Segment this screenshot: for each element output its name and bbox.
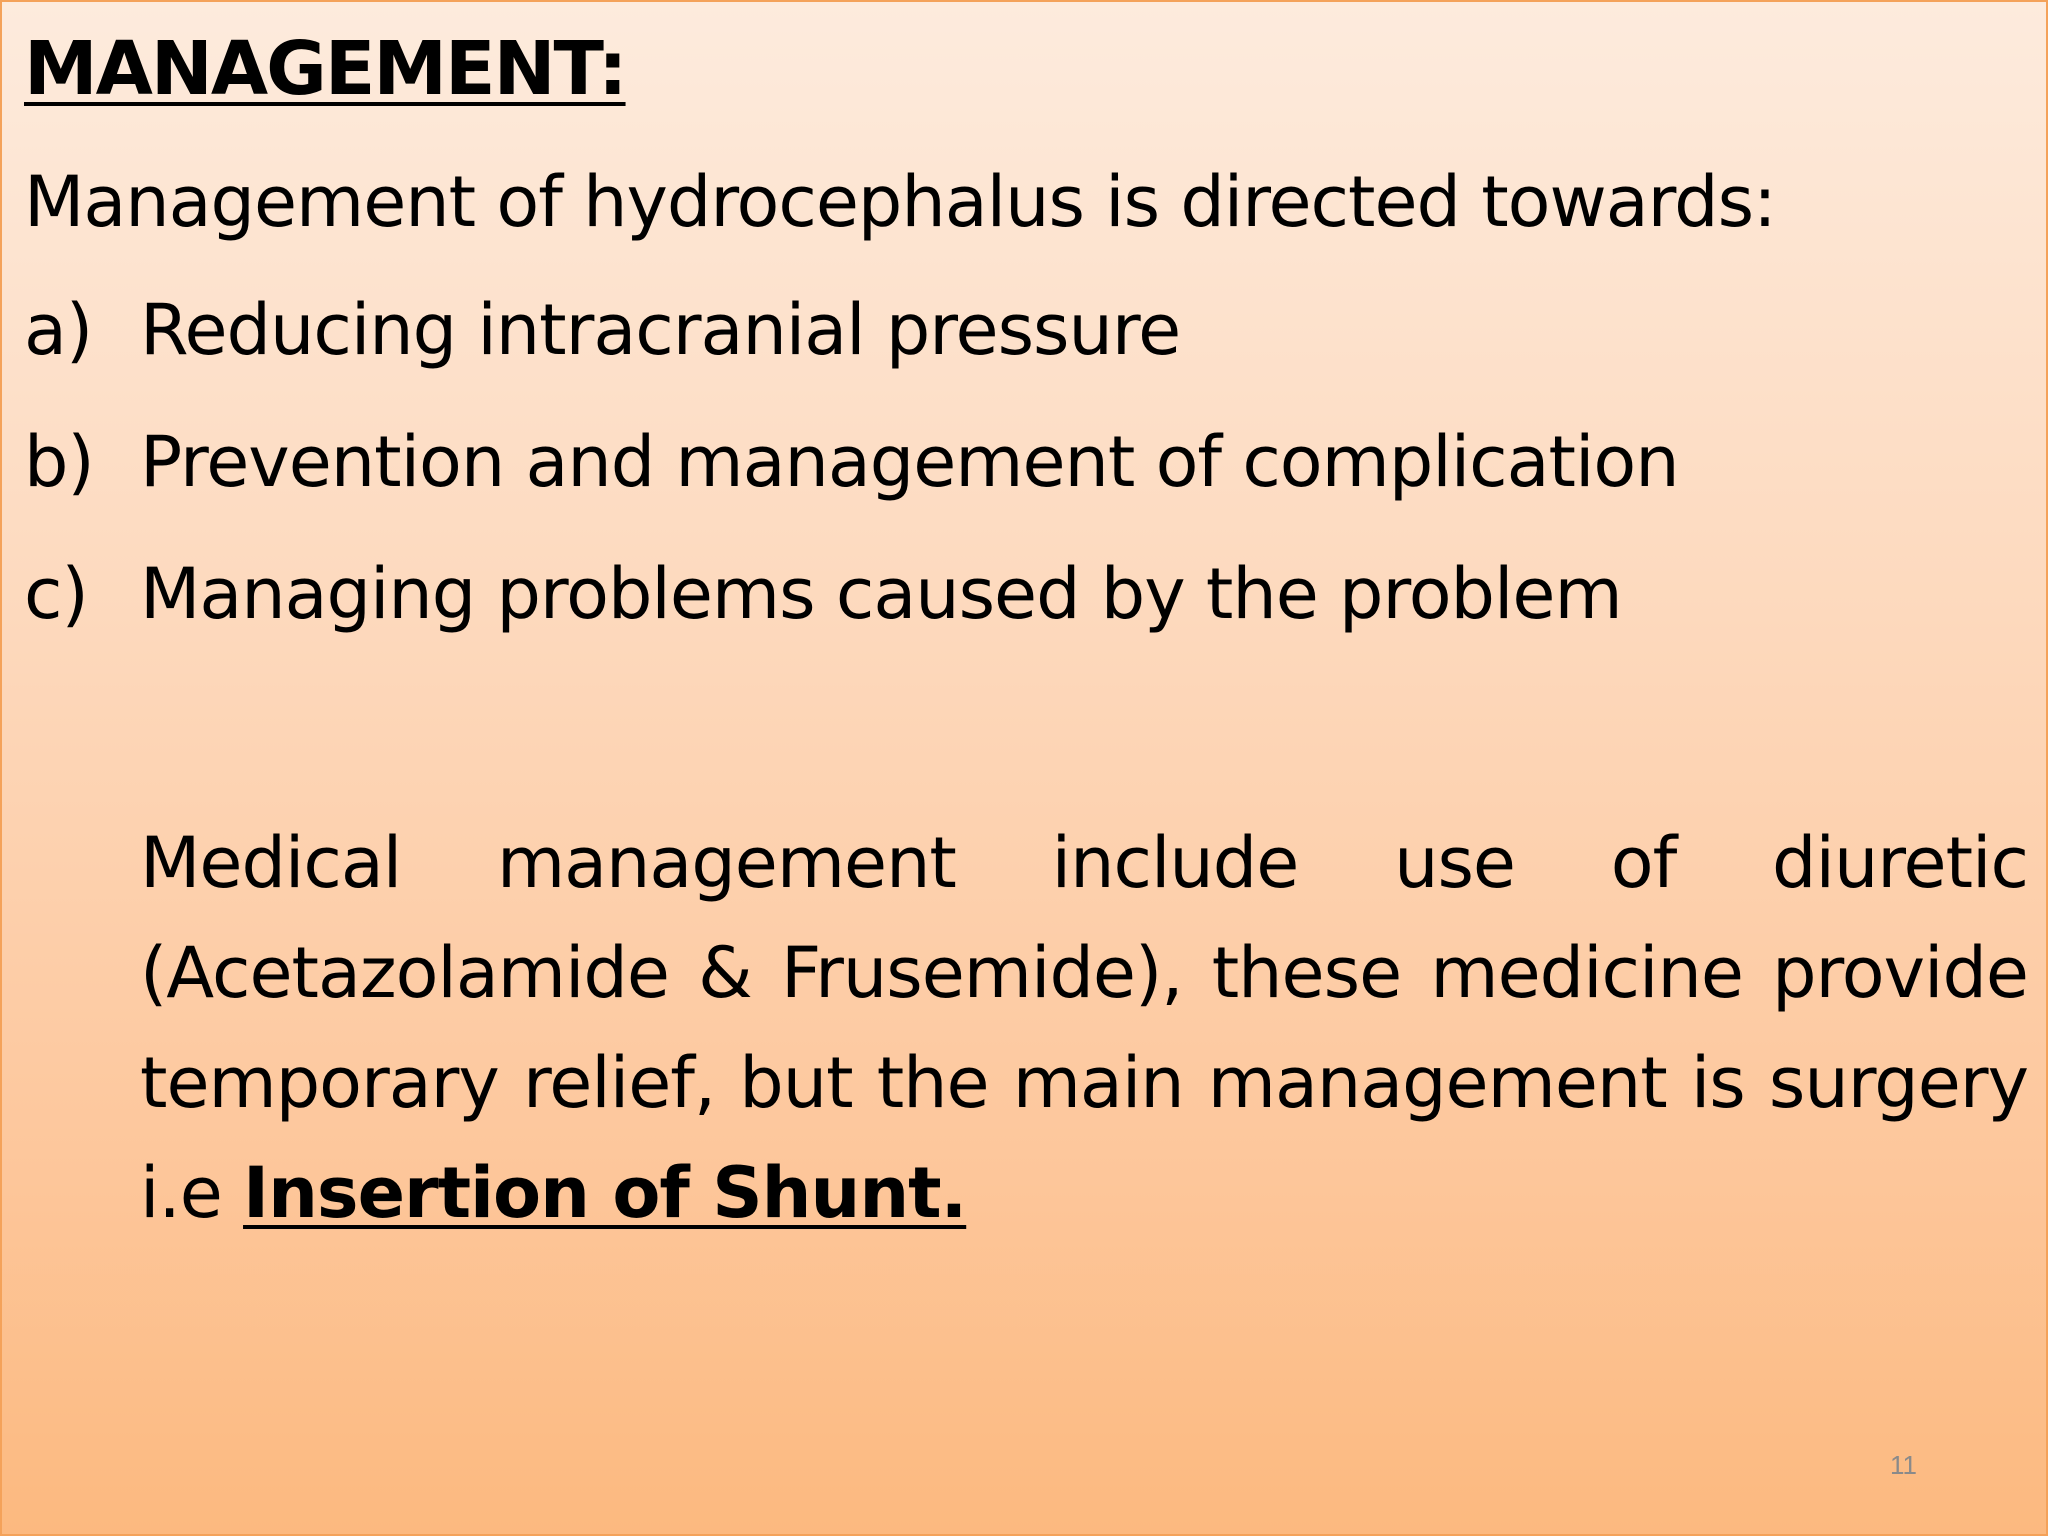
list-marker: a) — [24, 289, 93, 371]
shunt-emphasis: Insertion of Shunt. — [243, 1152, 967, 1234]
medical-management-paragraph — [140, 808, 2028, 1248]
page-number: 11 — [1890, 1450, 1917, 1480]
list-item-text: Managing problems caused by the problem — [140, 553, 1622, 635]
list-item-text: Reducing intracranial pressure — [140, 289, 1181, 371]
list-item-text: Prevention and management of complication — [140, 421, 1679, 503]
slide-title: MANAGEMENT: — [24, 26, 626, 112]
list-marker: c) — [24, 553, 88, 635]
list-marker: b) — [24, 421, 94, 503]
paragraph-text: Medical management include use of diuretic (Acetazolamide & Frusemide), these medicine provide temporary relief, but the main management is surgery i.e — [140, 822, 2028, 1234]
intro-text: Management of hydrocephalus is directed towards: — [24, 161, 1776, 243]
